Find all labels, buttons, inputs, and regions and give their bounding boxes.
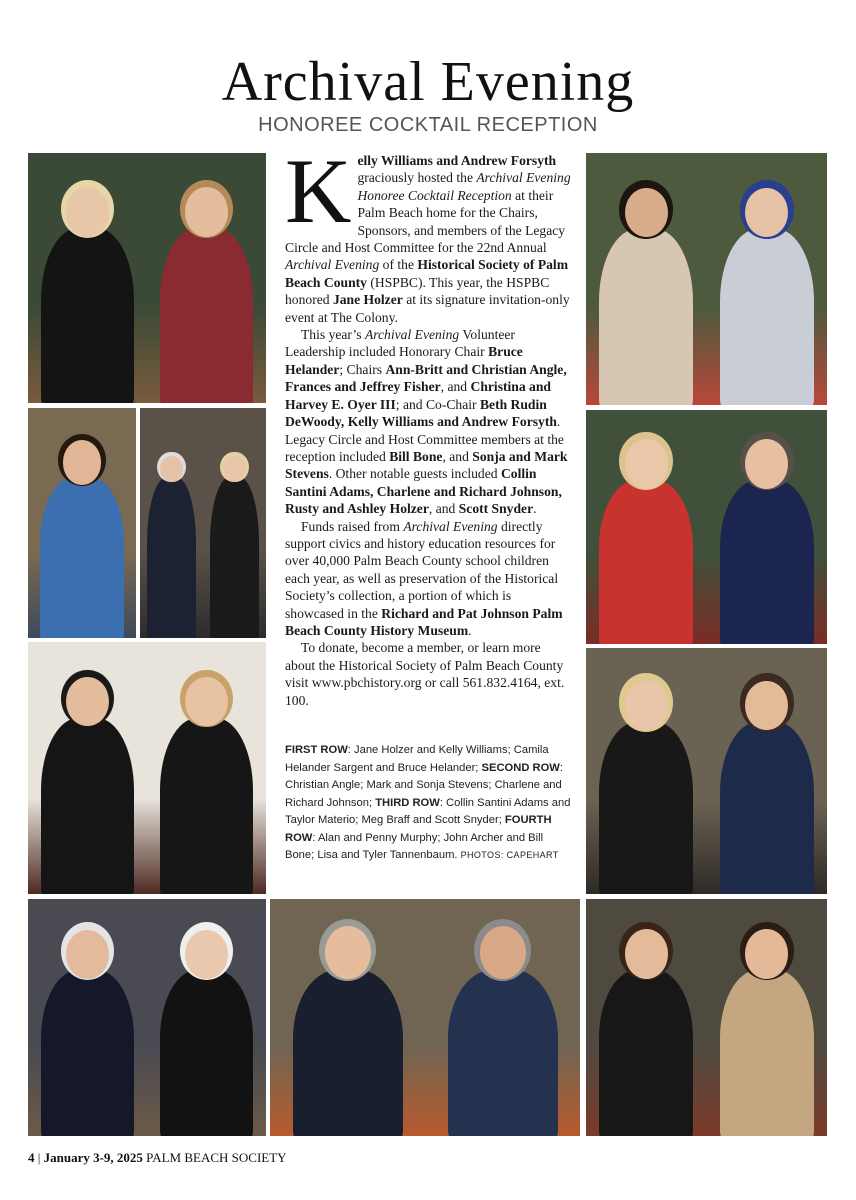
person-face: [185, 930, 228, 979]
photo-caption: [285, 742, 575, 865]
person-figure: [40, 477, 124, 638]
person-figure: [720, 970, 814, 1136]
person-face: [66, 930, 109, 979]
text-run: .: [533, 501, 537, 517]
publication-name: PALM BEACH SOCIETY: [146, 1150, 287, 1165]
photo-charlene-richard-johnson: [586, 410, 827, 644]
article-paragraph-1: [285, 140, 571, 326]
text-run: : Alan and Penny Murphy; John Archer and Bill Bone; Lisa and Tyler Tannenbaum.: [285, 831, 544, 861]
person-face: [480, 926, 526, 979]
text-run: Beth Rudin DeWoody, Kelly Williams and Andrew Forsyth: [285, 396, 557, 430]
text-run: Sonja and Mark Stevens: [285, 448, 568, 482]
text-run: , and: [440, 379, 471, 395]
page-title: Archival Evening: [221, 51, 635, 113]
article-paragraph-4: [285, 639, 571, 709]
page-number: 4: [28, 1150, 35, 1165]
person-face: [625, 681, 668, 731]
person-face: [223, 456, 246, 482]
text-run: Ann-Britt and Christian Angle, Frances and Jeffrey Fisher: [285, 361, 567, 395]
person-figure: [41, 718, 134, 894]
text-run: Archival Evening: [364, 327, 460, 343]
photo-mark-sonja-stevens: [140, 408, 266, 638]
person-face: [745, 929, 788, 979]
person-figure: [599, 480, 693, 644]
person-face: [160, 456, 183, 482]
text-run: . Legacy Circle and Host Committee members at the reception included: [285, 414, 564, 464]
text-run: THIRD ROW: [375, 796, 440, 809]
text-run: directly support civics and history education resources for over 40,000 Palm Beach County school children each year, as well as preservation of the Historical Society’s collection, a portion of which is showcased in the: [285, 518, 559, 621]
person-figure: [160, 970, 253, 1136]
article-paragraph-2: [285, 326, 571, 517]
text-run: ; Chairs: [339, 361, 386, 377]
person-face: [66, 677, 109, 726]
text-run: Richard and Pat Johnson Palm Beach County History Museum: [285, 605, 563, 638]
text-run: elly Williams and Andrew Forsyth: [357, 153, 557, 168]
text-run: Collin Santini Adams, Charlene and Richard Johnson, Rusty and Ashley Holzer: [285, 466, 562, 517]
photo-meg-braff-scott-snyder: [586, 648, 827, 894]
article-body: [285, 140, 571, 709]
person-figure: [720, 722, 814, 894]
photo-camila-helander-sargent-bruce-helander: [586, 153, 827, 405]
footer-separator: |: [37, 1150, 41, 1165]
photo-jane-holzer-kelly-williams: [28, 153, 266, 403]
person-face: [625, 439, 668, 489]
text-run: FIRST ROW: [285, 744, 348, 756]
person-face: [325, 926, 371, 979]
text-run: Archival Evening Honoree Cocktail Reception: [357, 170, 571, 203]
photo-alan-penny-murphy: [28, 899, 266, 1136]
text-run: : Christian Angle; Mark and Sonja Stevens; Charlene and Richard Johnson;: [285, 761, 563, 809]
text-run: To donate, become a member, or learn more about the Historical Society of Palm Beach County visit www.pbchistory.org or call 561.832.4164, ext. 100.: [285, 640, 565, 708]
text-run: Bruce Helander: [285, 344, 523, 377]
person-face: [185, 677, 228, 726]
person-figure: [720, 480, 814, 644]
person-face: [66, 187, 109, 236]
text-run: (HSPBC). This year, the HSPBC honored: [285, 274, 550, 308]
text-run: Bill Bone: [389, 448, 443, 464]
text-run: at its signature invitation-only event at The Colony.: [285, 292, 570, 325]
issue-date: January 3-9, 2025: [43, 1150, 143, 1165]
drop-cap: K: [285, 140, 352, 242]
text-run: FOURTH ROW: [285, 814, 552, 844]
text-run: Funds raised from: [301, 518, 404, 534]
person-figure: [41, 970, 134, 1136]
person-figure: [599, 970, 693, 1136]
person-figure: [599, 229, 693, 405]
person-figure: [160, 718, 253, 894]
text-run: . Other notable guests included: [328, 466, 501, 482]
text-run: This year’s: [301, 327, 365, 343]
text-run: , and: [442, 448, 473, 464]
page-footer: [28, 1150, 287, 1166]
person-face: [745, 439, 788, 489]
text-run: SECOND ROW: [481, 761, 560, 774]
text-run: Archival Evening: [403, 518, 498, 534]
text-run: of the: [379, 257, 418, 273]
photo-lisa-tyler-tannenbaum: [586, 899, 827, 1136]
text-run: : Jane Holzer and Kelly Williams; Camila Helander Sargent and Bruce Helander;: [285, 744, 549, 774]
text-run: .: [468, 622, 472, 638]
person-figure: [147, 477, 196, 638]
photo-christian-angle: [28, 408, 136, 638]
text-run: Archival Evening: [285, 257, 380, 273]
page-subtitle: HONOREE COCKTAIL RECEPTION: [258, 114, 598, 136]
person-figure: [720, 229, 814, 405]
person-face: [63, 440, 102, 485]
text-run: Volunteer Leadership included Honorary Chair: [285, 327, 515, 360]
text-run: graciously hosted the: [357, 170, 477, 186]
text-run: ; and Co-Chair: [395, 396, 480, 412]
person-figure: [448, 970, 558, 1136]
text-run: Scott Snyder: [458, 501, 534, 517]
text-run: , and: [428, 501, 459, 517]
text-run: Historical Society of Palm Beach County: [285, 257, 569, 290]
person-figure: [293, 970, 403, 1136]
person-figure: [160, 228, 253, 403]
person-face: [625, 929, 668, 979]
text-run: Jane Holzer: [332, 292, 403, 308]
photo-collin-santini-adams-taylor-materio: [28, 642, 266, 894]
text-run: Christina and Harvey E. Oyer III: [285, 379, 551, 412]
text-run: at their Palm Beach home for the Chairs, Sponsors, and members of the Legacy Circle and Host Committee for the 22nd Annual: [285, 187, 566, 256]
person-figure: [210, 477, 259, 638]
person-face: [185, 187, 228, 236]
article-paragraph-3: [285, 518, 571, 640]
person-figure: [599, 722, 693, 894]
text-run: : Collin Santini Adams and Taylor Materio; Meg Braff and Scott Snyder;: [285, 796, 571, 826]
photo-john-archer-bill-bone: [270, 899, 580, 1136]
photo-credit: PHOTOS: CAPEHART: [460, 850, 559, 860]
person-figure: [41, 228, 134, 403]
person-face: [625, 188, 668, 238]
